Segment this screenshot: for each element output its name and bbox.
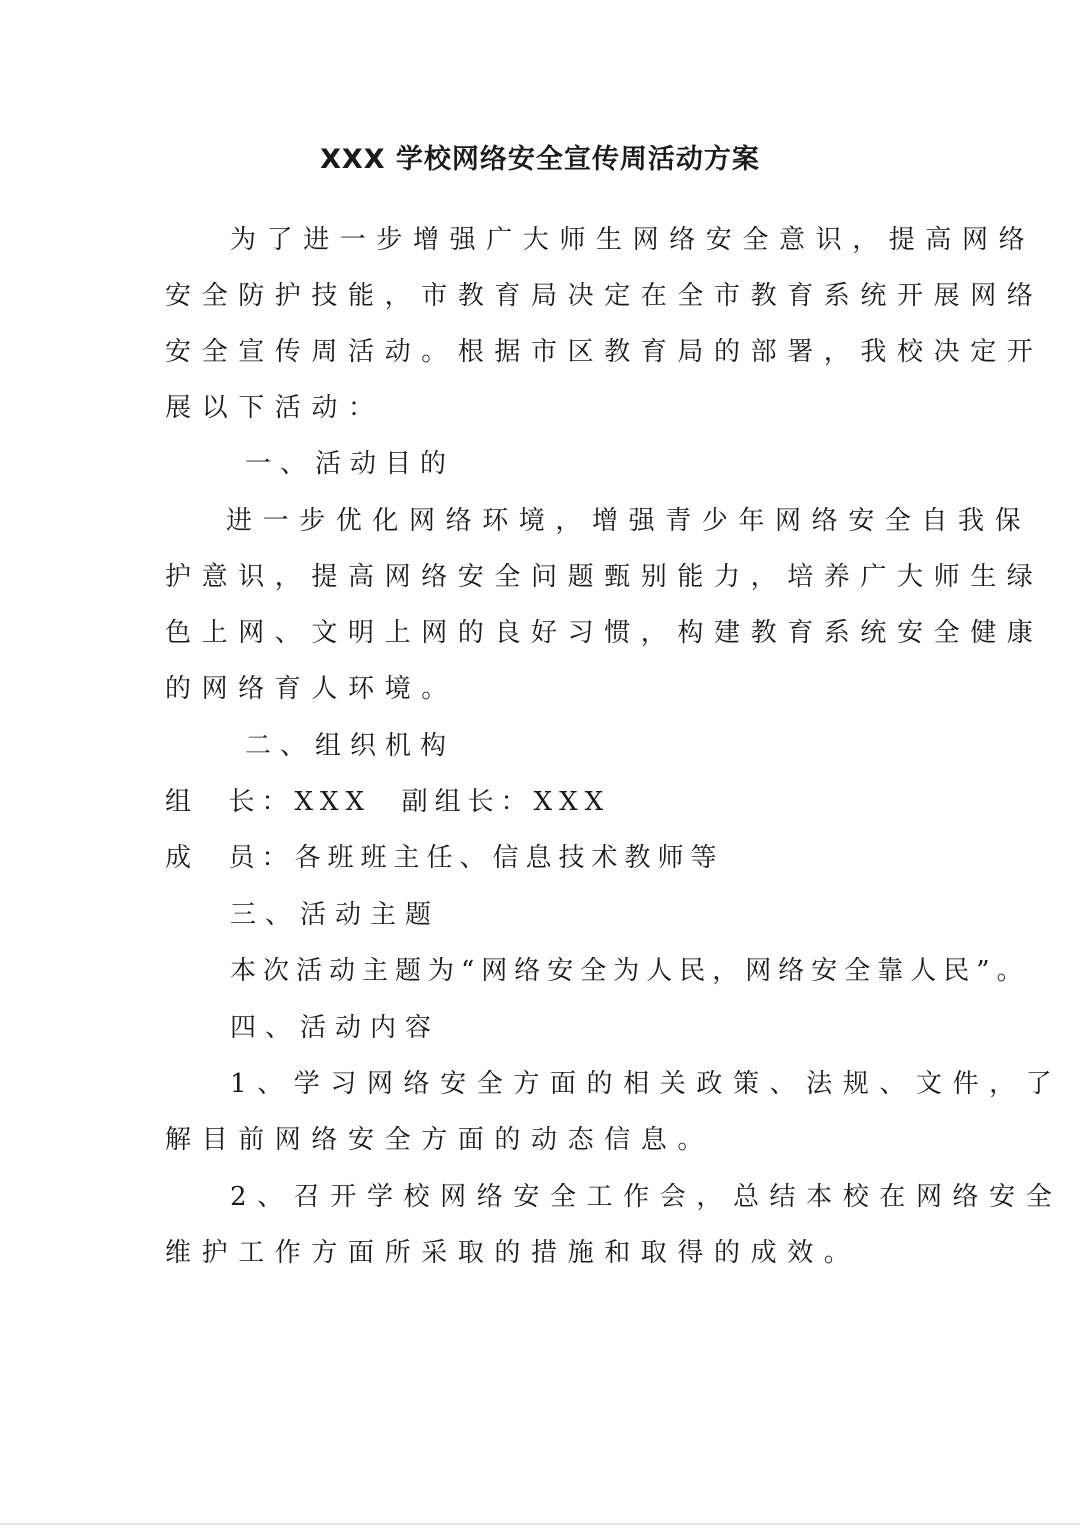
document-title: XXX 学校网络安全宣传周活动方案	[320, 144, 760, 175]
content-item-1-line-1: 1、学习网络安全方面的相关政策、法规、文件，了	[230, 1069, 1063, 1099]
purpose-line-1: 进一步优化网络环境，增强青少年网络安全自我保	[226, 506, 1032, 536]
page-bottom-edge	[0, 1523, 1080, 1525]
section-heading-theme: 三、活动主题	[230, 900, 441, 930]
purpose-line-4: 的网络育人环境。	[165, 674, 458, 704]
intro-line-3: 安全宣传周活动。根据市区教育局的部署，我校决定开	[165, 337, 1044, 367]
purpose-line-3: 色上网、文明上网的良好习惯，构建教育系统安全健康	[165, 618, 1044, 648]
theme-line: 本次活动主题为“网络安全为人民，网络安全靠人民”。	[230, 956, 1030, 986]
section-heading-purpose: 一、活动目的	[245, 449, 456, 479]
content-item-1-line-2: 解目前网络安全方面的动态信息。	[165, 1125, 715, 1155]
intro-line-2: 安全防护技能，市教育局决定在全市教育系统开展网络	[165, 281, 1044, 311]
content-item-2-line-2: 维护工作方面所采取的措施和取得的成效。	[165, 1238, 861, 1268]
section-heading-content: 四、活动内容	[230, 1013, 441, 1043]
purpose-line-2: 护意识，提高网络安全问题甄别能力，培养广大师生绿	[165, 562, 1044, 592]
section-heading-organization: 二、组织机构	[245, 731, 456, 761]
intro-line-1: 为了进一步增强广大师生网络安全意识，提高网络	[230, 225, 1036, 255]
content-item-2-line-1: 2、召开学校网络安全工作会，总结本校在网络安全	[230, 1182, 1063, 1212]
organization-members: 成 员：各班班主任、信息技术教师等	[165, 843, 724, 873]
intro-line-4: 展以下活动：	[165, 393, 385, 423]
organization-leader: 组 长：XXX 副组长：XXX	[165, 787, 611, 817]
